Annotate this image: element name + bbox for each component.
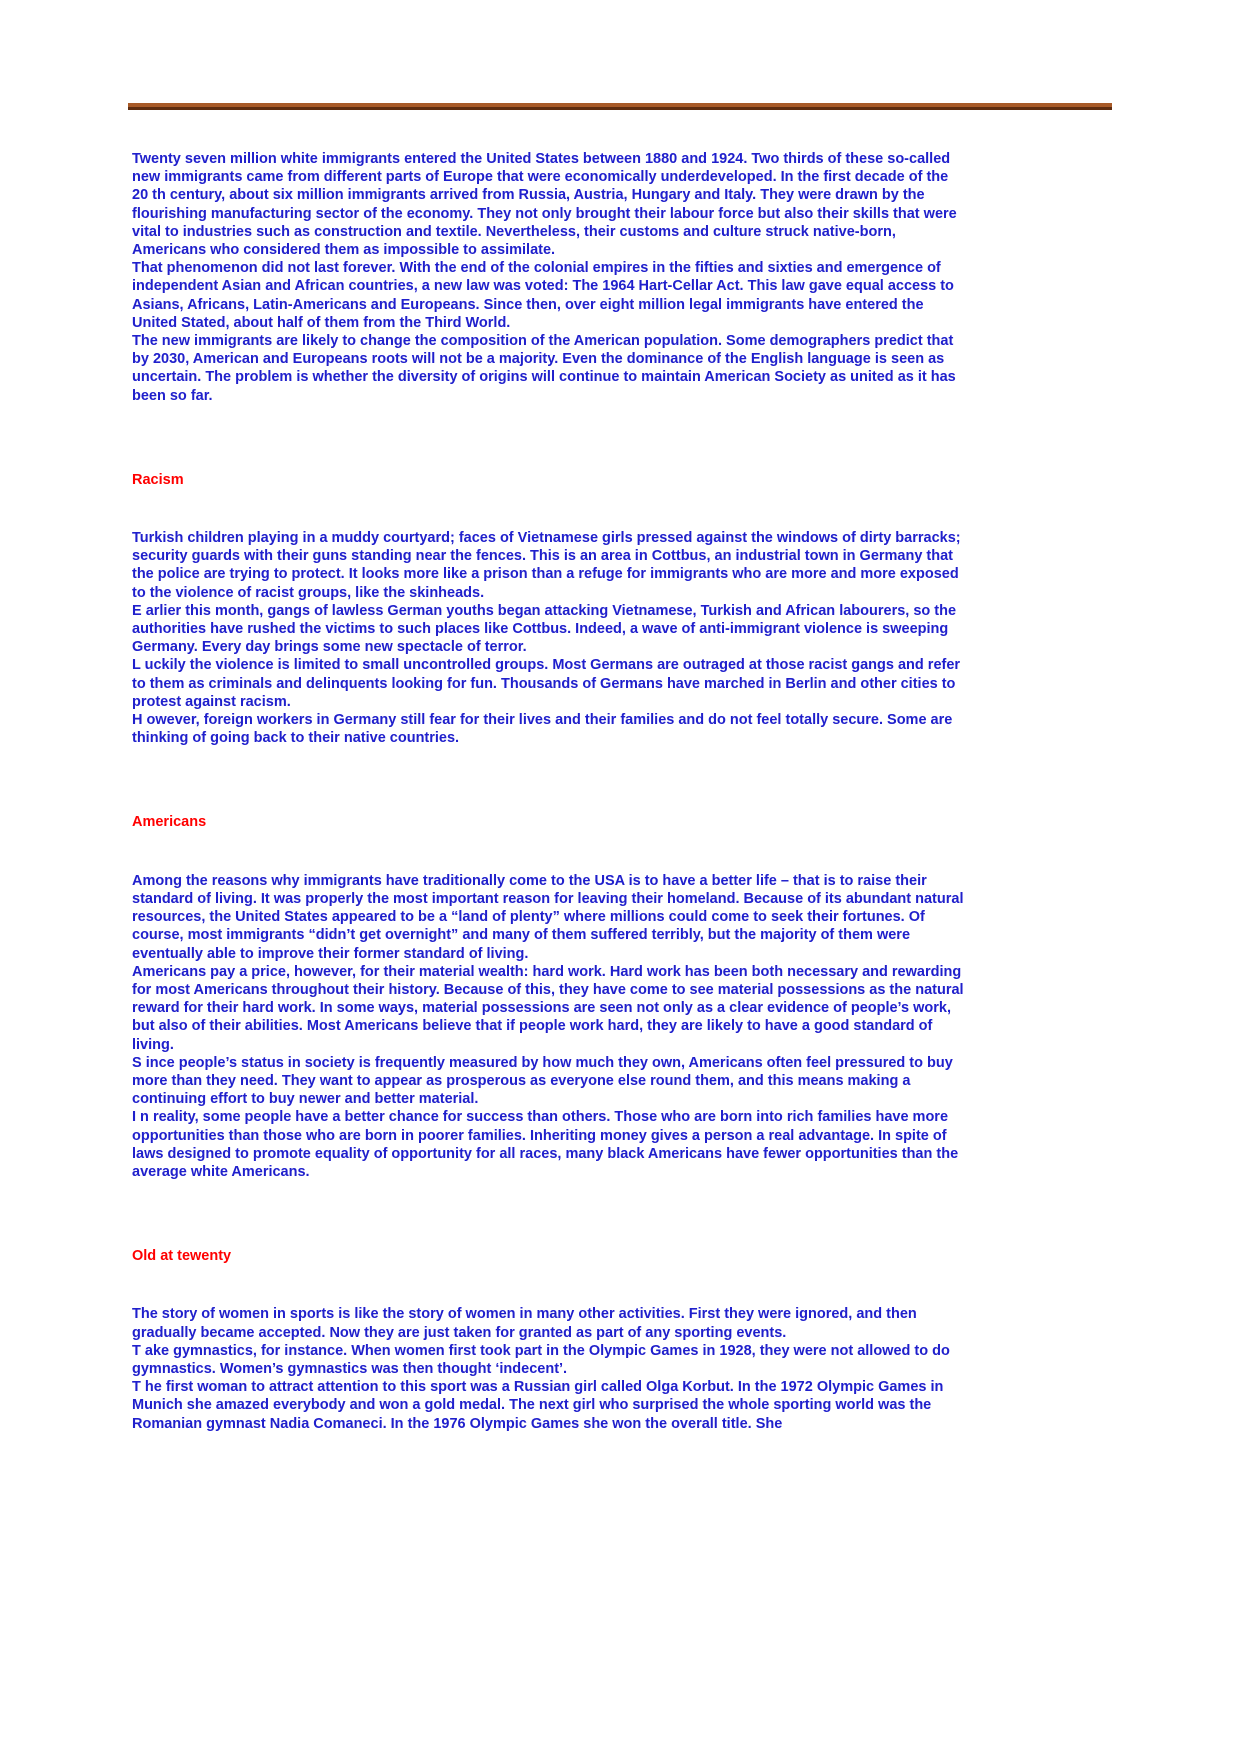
section-body (132, 529, 965, 747)
section-body (132, 872, 965, 1181)
paragraph: That phenomenon did not last forever. With the end of the colonial empires in the fifties and sixties and emergence of independent Asian and African countries, a new law was voted: The 1964 Hart-Cellar Act. This law gave equal access to Asians, Africans, Latin-Americans and Europeans. Since then, over eight million legal immigrants have entered the United Stated, about half of them from the Third World. (132, 260, 954, 331)
top-border-rule (128, 103, 1112, 110)
section-body (132, 1305, 965, 1432)
paragraph: The story of women in sports is like the story of women in many other activities. First they were ignored, and then gradually became accepted. Now they are just taken for granted as part of any sporting events. (132, 1306, 917, 1341)
paragraph: The new immigrants are likely to change the composition of the American population. Some demographers predict that by 2030, American and Europeans roots will not be a majority. Even the dominance of the English language is seen as uncertain. The problem is whether the diversity of origins will continue to maintain American Society as united as it has been so far. (132, 333, 956, 404)
paragraph: T he first woman to attract attention to this sport was a Russian girl called Olga Korbut. In the 1972 Olympic Games in Munich she amazed everybody and won a gold medal. The next girl who surprised the whole sporting world was the Romanian gymnast Nadia Comaneci. In the 1976 Olympic Games she won the overall title. She (132, 1379, 944, 1432)
paragraph: I n reality, some people have a better chance for success than others. Those who are born into rich families have more opportunities than those who are born in poorer families. Inheriting money gives a person a real advantage. In spite of laws designed to promote equality of opportunity for all races, many black Americans have fewer opportunities than the average white Americans. (132, 1109, 959, 1180)
paragraph: Among the reasons why immigrants have traditionally come to the USA is to have a better life – that is to raise their standard of living. It was properly the most important reason for leaving their homeland. Because of its abundant natural resources, the United States appeared to be a “land of plenty” where millions could come to seek their fortunes. Of course, most immigrants “didn’t get overnight” and many of them suffered terribly, but the majority of them were eventually able to improve their former standard of living. (132, 872, 964, 962)
paragraph: Americans pay a price, however, for their material wealth: hard work. Hard work has been both necessary and rewarding for most Americans throughout their history. Because of this, they have come to see material possessions as the natural reward for their hard work. In some ways, material possessions are seen not only as a clear evidence of people’s work, but also of their abilities. Most Americans believe that if people work hard, they are likely to have a good standard of living. (132, 963, 964, 1053)
intro-block (132, 150, 965, 405)
paragraph: Turkish children playing in a muddy courtyard; faces of Vietnamese girls pressed against the windows of dirty barracks; security guards with their guns standing near the fences. This is an area in Cottbus, an industrial town in Germany that the police are trying to protect. It looks more like a prison than a refuge for immigrants who are more and more exposed to the violence of racist groups, like the skinheads. (132, 530, 961, 601)
document-content (132, 150, 965, 1433)
paragraph: L uckily the violence is limited to small uncontrolled groups. Most Germans are outraged at those racist gangs and refer to them as criminals and delinquents looking for fun. Thousands of Germans have marched in Berlin and other cities to protest against racism. (132, 657, 961, 710)
section-heading: Racism (132, 471, 184, 488)
paragraph: T ake gymnastics, for instance. When women first took part in the Olympic Games in 1928, they were not allowed to do gymnastics. Women’s gymnastics was then thought ‘indecent’. (132, 1342, 950, 1377)
paragraph: Twenty seven million white immigrants entered the United States between 1880 and 1924. Two thirds of these so-called new immigrants came from different parts of Europe that were economically underdeveloped. In the first decade of the 20 th century, about six million immigrants arrived from Russia, Austria, Hungary and Italy. They were drawn by the flourishing manufacturing sector of the economy. They not only brought their labour force but also their skills that were vital to industries such as construction and textile. Nevertheless, their customs and culture struck native-born, Americans who considered them as impossible to assimilate. (132, 151, 957, 259)
paragraph: S ince people’s status in society is frequently measured by how much they own, Americans often feel pressured to buy more than they need. They want to appear as prosperous as everyone else round them, and this means making a continuing effort to buy newer and better material. (132, 1054, 953, 1108)
paragraph: H owever, foreign workers in Germany still fear for their lives and their families and do not feel totally secure. Some are thinking of going back to their native countries. (132, 712, 953, 747)
section-heading: Old at tewenty (132, 1248, 232, 1265)
section-heading: Americans (132, 814, 207, 831)
paragraph: E arlier this month, gangs of lawless German youths began attacking Vietnamese, Turkish and African labourers, so the authorities have rushed the victims to such places like Cottbus. Indeed, a wave of anti-immigrant violence is sweeping Germany. Every day brings some new spectacle of terror. (132, 602, 957, 656)
